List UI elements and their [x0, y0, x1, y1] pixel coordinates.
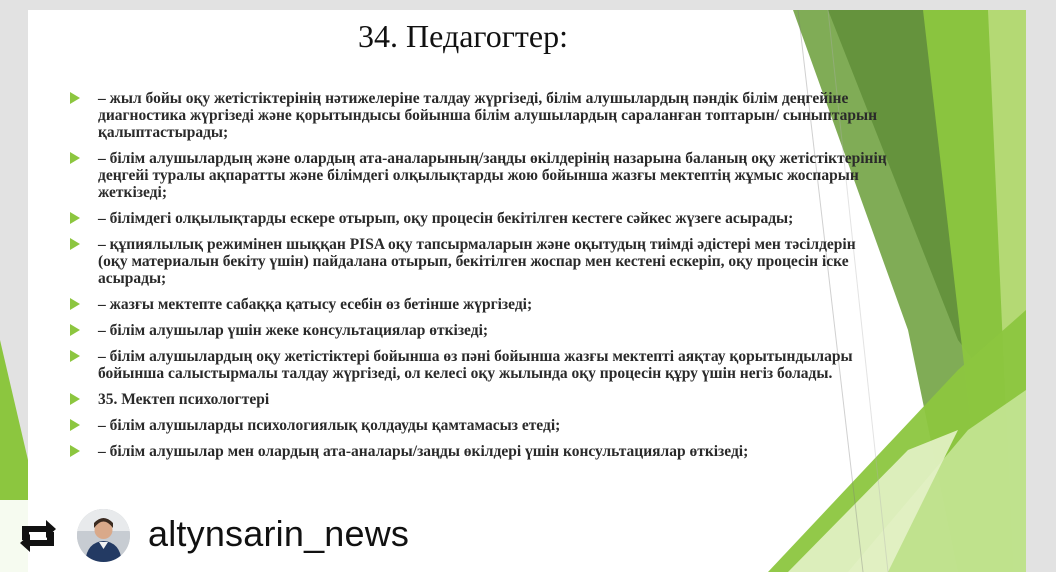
bullet-arrow-icon: [70, 212, 80, 224]
avatar[interactable]: [77, 509, 130, 562]
bullet-arrow-icon: [70, 445, 80, 457]
bullet-text: – білім алушылардың оқу жетістіктері бойынша өз пәні бойынша жазғы мектепті аяқтау қорытындылары бойынша салыстырмалы талдау жүргізеді, ол келесі оқу жылында оқу процесін құру үшін негіз болады.: [98, 348, 853, 382]
bullet-item: [68, 443, 888, 460]
bullet-text: – білімдегі олқылықтарды ескере отырып, оқу процесін бекітілген кестеге сәйкес жүзеге асырады;: [98, 210, 794, 227]
bullet-item: [68, 391, 888, 408]
bullet-arrow-icon: [70, 324, 80, 336]
avatar-image: [77, 509, 130, 562]
left-green-accent: [0, 10, 28, 572]
bullet-item: [68, 417, 888, 434]
bullet-arrow-icon: [70, 419, 80, 431]
bullet-text: – білім алушыларды психологиялық қолдауды қамтамасыз етеді;: [98, 417, 561, 434]
bullet-text: – құпиялылық режимінен шыққан PISA оқу тапсырмаларын және оқытудың тиімді әдістері мен тәсілдерін (оқу материалын бекіту үшін) пайдалана отырып, бекітілген жоспар мен кестені ескеріп, оқу процесін іске асырады;: [98, 236, 856, 287]
bullet-item: [68, 296, 888, 313]
bullet-text: – жыл бойы оқу жетістіктерінің нәтижелеріне талдау жүргізеді, білім алушылардың пәндік білім деңгейіне диагностика жүргізеді және қорытындысы бойынша білім алушылардың сараланған топтарын/ сыныптарын қалыптастырады;: [98, 90, 878, 141]
bullet-item: [68, 236, 888, 287]
bullet-item: [68, 210, 888, 227]
bullet-text: – білім алушылар мен олардың ата-аналары/заңды өкілдері үшін консультациялар өткізеді;: [98, 443, 749, 460]
bullet-item: [68, 322, 888, 339]
repost-username[interactable]: altynsarin_news: [148, 513, 410, 554]
bullet-item: [68, 348, 888, 382]
bullet-arrow-icon: [70, 393, 80, 405]
bullet-arrow-icon: [70, 152, 80, 164]
bullet-arrow-icon: [70, 92, 80, 104]
bullet-arrow-icon: [70, 298, 80, 310]
bullet-text: 35. Мектеп психологтері: [98, 391, 270, 408]
bullet-text: – білім алушылардың және олардың ата-аналарының/заңды өкілдерінің назарына баланың оқу жетістіктерінің деңгейі туралы ақпаратты және білімдегі олқылықтарды жою бойынша жазғы мектептің жұмыс жоспарын жеткізеді;: [98, 150, 887, 201]
bullet-arrow-icon: [70, 350, 80, 362]
slide-bullet-list: [68, 90, 888, 470]
repost-icon[interactable]: [16, 516, 60, 556]
bullet-item: [68, 90, 888, 141]
slide-title: 34. Педагогтер:: [358, 18, 568, 54]
bullet-item: [68, 150, 888, 201]
presentation-slide: [28, 10, 1026, 572]
bullet-text: – жазғы мектепте сабаққа қатысу есебін өз бетінше жүргізеді;: [98, 296, 533, 313]
bullet-text: – білім алушылар үшін жеке консультациялар өткізеді;: [98, 322, 489, 339]
bullet-arrow-icon: [70, 238, 80, 250]
